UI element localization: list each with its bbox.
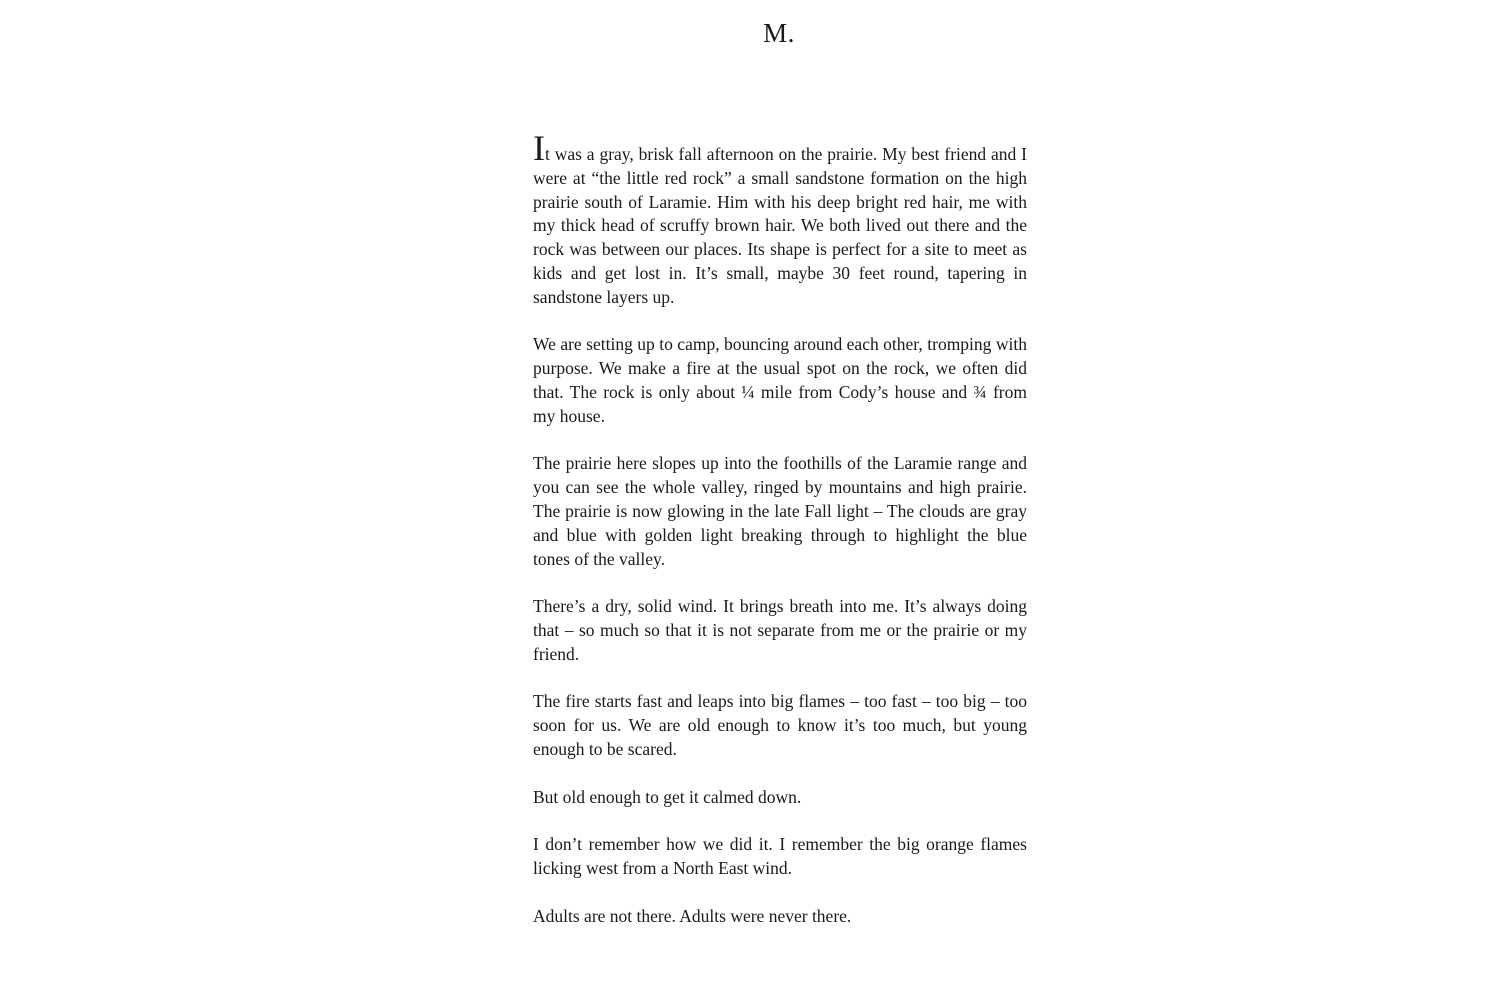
- site-header: [0, 18, 1500, 49]
- paragraph-6: But old enough to get it calmed down.: [533, 786, 802, 807]
- article-body: [533, 128, 1027, 952]
- paragraph-7: I don’t remember how we did it. I remember the big orange flames licking west from a North East wind.: [533, 834, 1027, 878]
- paragraph-4: There’s a dry, solid wind. It brings breath into me. It’s always doing that – so much so that it is not separate from me or the prairie or my friend.: [533, 596, 1027, 664]
- paragraph-1-text: t was a gray, brisk fall afternoon on the prairie. My best friend and I were at “the little red rock” a small sandstone formation on the high prairie south of Laramie. Him with his deep bright red hair, me with my thick head of scruffy brown hair. We both lived out there and the rock was between our places. Its shape is perfect for a site to meet as kids and get lost in. It’s small, maybe 30 feet round, tapering in sandstone layers up.: [533, 144, 1027, 307]
- paragraph-8: Adults are not there. Adults were never there.: [533, 905, 852, 926]
- paragraph-2: We are setting up to camp, bouncing around each other, tromping with purpose. We make a fire at the usual spot on the rock, we often did that. The rock is only about ¼ mile from Cody’s house and ¾ from my house.: [533, 334, 1027, 426]
- paragraph-1: [533, 128, 1027, 310]
- paragraph-5: The fire starts fast and leaps into big flames – too fast – too big – too soon for us. We are old enough to know it’s too much, but young enough to be scared.: [533, 691, 1027, 759]
- drop-cap: I: [533, 128, 545, 168]
- site-logo[interactable]: M.: [763, 18, 795, 48]
- paragraph-3: The prairie here slopes up into the foothills of the Laramie range and you can see the whole valley, ringed by mountains and high prairie. The prairie is now glowing in the late Fall light – The clouds are gray and blue with golden light breaking through to highlight the blue tones of the valley.: [533, 453, 1027, 569]
